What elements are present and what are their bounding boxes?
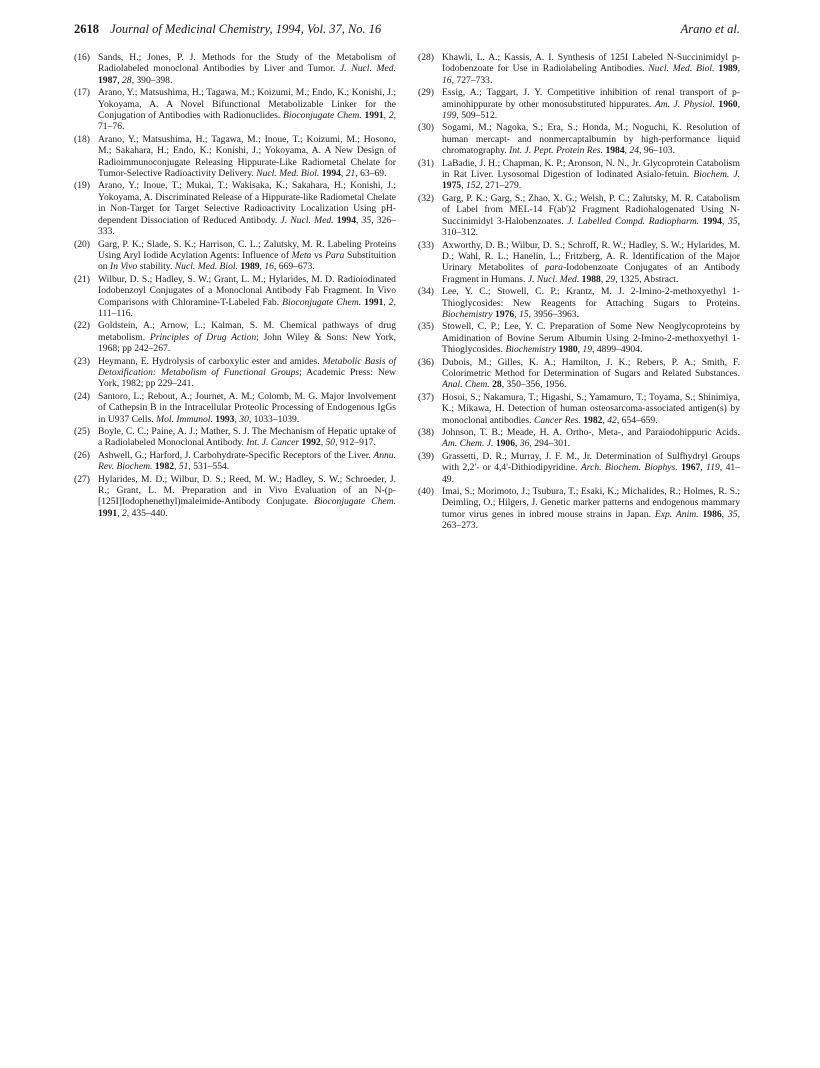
reference-number: (38) [418,427,434,438]
reference-pages: 390–398. [136,74,173,86]
reference-number: (24) [74,390,90,402]
reference-item [74,87,396,133]
reference-number: (26) [74,449,90,461]
reference-journal: Arch. Biochem. Biophys. [580,462,678,474]
reference-pages: 3956–3963. [533,308,579,320]
reference-year: 1986 [702,508,722,520]
reference-title: Resolution of human mercapt- and nonmercaptalbumin by high-performance liquid chromatography. [442,122,740,157]
reference-year: 1994 [702,215,722,227]
reference-authors: Essig, A.; Taggart, J. Y. [442,87,543,99]
reference-journal: Annu. Rev. Biochem. [98,449,396,473]
reference-volume: 36 [519,438,530,450]
reference-item [418,357,740,391]
reference-volume: 29 [605,273,616,285]
reference-book: Metabolic Basis of Detoxification: Metabolism of Functional Groups [98,355,396,378]
reference-title: Hydrolysis of carboxylic ester and amides. [152,355,320,367]
reference-title: Competitive inhibition of renal transport of p-aminohippurate by other monosubstituted hippurates. [442,87,740,110]
reference-number: (19) [74,180,90,192]
reference-item [418,87,740,121]
reference-number: (25) [74,426,90,437]
reference-number: (16) [74,52,90,63]
reference-authors: Axworthy, D. B.; Wilbur, D. S.; Schroff, R. W.; Hadley, S. W.; Hylarides, M. D.; Wahl, R. L.; Hanelin, L.; Fritzberg, A. R. [442,239,740,262]
reference-title-italic: Para [325,249,345,261]
reference-item [74,391,396,425]
reference-volume: 51 [178,461,189,473]
reference-text: Essig, A.; Taggart, J. Y. Competitive inhibition of renal transport of p-aminohippurate by other monosubstituted hippurates. Am. J. Physiol. 1960, 199, 509–512. [442,87,740,122]
reference-text: Hylarides, M. D.; Wilbur, D. S.; Reed, M. W.; Hadley, S. W.; Schroeder, J. R.; Grant, L. M. Preparation and in Vivo Evaluation of an N-(p-[125I]Iodophenethyl)maleimide-Antibody Conjugate. Bioconjugate Chem. 1991, 2, 435–440. [98,473,396,519]
reference-number: (34) [418,286,434,298]
reference-title: A New Design of Radioimmunoconjugate Releasing Hippurate-Like Radiometal Chelate for Tumor-Selective Radioactivity Delivery. [98,145,396,180]
reference-volume: 19 [582,344,593,356]
reference-pages: 96–103. [643,145,675,157]
reference-title: Preparation of Some New Neoglycoproteins by Amidination of Bovine Serum Albumin Using 2-Imino-2-methoxyethyl 1-Thioglycosides. [442,321,740,356]
reference-item [418,158,740,192]
reference-text: Axworthy, D. B.; Wilbur, D. S.; Schroff, R. W.; Hadley, S. W.; Hylarides, M. D.; Wahl, R. L.; Hanelin, L.; Fritzberg, A. R. Identification of the Major Urinary Metabolites of para-Iodobenzoate Conjugates of an Antibody Fragment in Humans. J. Nucl. Med. 1988, 29, 1325, Abstract. [442,239,741,285]
reference-book: Principles of Drug Action [149,331,257,343]
reference-title: Synthesis of 125I Labeled N-Succinimidyl p-Iodobenzoate for Use in Radiolabeling Antibodies. [442,52,740,75]
page-number: 2618 [74,22,99,36]
reference-text: Wilbur, D. S.; Hadley, S. W.; Grant, L. M.; Hylarides, M. D. Radioiodinated Iodobenzoyl Conjugates of a Monoclonal Antibody Fab Fragment. In Vivo Comparisons with Chloramine-T-Labeled Fab. Bioconjugate Chem. 1991, 2, 111–116. [98,273,396,319]
reference-year: 1991 [98,507,118,519]
reference-item [74,450,396,473]
reference-authors: Arano, Y.; Matsushima, H.; Tagawa, M.; Koizumi, M.; Endo, K.; Konishi, J.; Yokoyama, A. [98,87,396,110]
reference-pages: 669–673. [278,261,315,273]
reference-year: 1982 [154,461,175,473]
reference-item [74,180,396,237]
reference-authors: Imai, S.; Morimoto, J.; Tsubura, T.; Esaki, K.; Michalides, R.; Holmes, R. S.; Deimling, O.; Hilgers, J. [442,486,740,509]
reference-pages: 912–917. [339,437,376,449]
reference-text: Johnson, T. B.; Meade, H. A. Ortho-, Meta-, and Paraiodohippuric Acids. Am. Chem. J. 1906, 36, 294–301. [442,427,740,450]
reference-number: (21) [74,273,90,285]
reference-volume: 199 [442,110,457,122]
reference-title-italic: Meta [291,249,312,261]
reference-number: (28) [418,52,434,63]
reference-journal: Biochemistry [505,344,557,356]
reference-text: Garg, P. K.; Slade, S. K.; Harrison, C. L.; Zalutsky, M. R. Labeling Proteins Using Aryl Iodide Acylation Agents: Influence of Meta vs Para Substituition on In Vivo stability. Nucl. Med. Biol. 1989, 16, 669–673. [98,238,396,273]
reference-item [418,392,740,426]
reference-year: 1993 [215,413,235,425]
reference-volume: 35 [361,214,372,226]
reference-pages: 326–333. [98,214,397,238]
reference-year: 1984 [605,145,625,157]
reference-text: Hosoi, S.; Nakamura, T.; Higashi, S.; Yamamuro, T.; Toyama, S.; Shinimiya, K.; Mikawa, H. Detection of human osteosarcoma-associated antigen(s) by monoclonal antibodies. Cancer Res. 1982, 42, 654–659. [442,391,741,426]
reference-title: vs [313,249,323,261]
reference-journal: Biochem. J. [693,169,741,181]
reference-number: (20) [74,238,90,250]
reference-title: Genetic marker patterns and endogenous mammary tumor virus genes in inbred mouse strains in Japan. [442,497,740,520]
reference-item [74,52,396,86]
reference-number: (33) [418,239,434,251]
reference-volume: 119 [706,462,720,474]
reference-item [74,239,396,273]
reference-title: 2-Imino-2-methoxyethyl 1-Thioglycosides: New Reagents for Attaching Sugars to Proteins. [442,286,740,309]
reference-item [74,320,396,354]
reference-title: Identification of the Major Urinary Metabolites of [442,250,740,274]
reference-number: (32) [418,192,434,204]
reference-title: stability. [139,261,173,273]
reference-journal: Nucl. Med. Biol. [256,168,320,180]
reference-number: (31) [418,157,434,169]
reference-title: Detection of human osteosarcoma-associated antigen(s) by monoclonal antibodies. [442,403,741,426]
reference-authors: Johnson, T. B.; Meade, H. A. [442,427,562,438]
reference-title: Colorimetric Method for Determination of Sugars and Related Substances. [442,367,740,379]
reference-year: 1994 [336,214,356,226]
reference-publisher: ; Academic Press: New York, 1982; pp 229–241. [98,366,396,390]
reference-authors: Arano, Y.; Matsushima, H.; Tagawa, M.; Inoue, T.; Koizumi, M.; Hosono, M.; Sakahara, H.; Endo, K.; Konishi, J.; Yokoyama, A. [98,133,396,157]
reference-title: Radioiodinated Iodobenzoyl Conjugates of a Monoclonal Antibody Fab Fragment. In Vivo Comparisons with Chloramine-T-Labeled Fab. [98,273,396,308]
running-authors: Arano et al. [680,22,740,36]
reference-item [418,122,740,156]
reference-publisher: ; John Wiley & Sons: New York, 1968; pp 242–267. [98,331,396,355]
reference-text: Arano, Y.; Matsushima, H.; Tagawa, M.; Inoue, T.; Koizumi, M.; Hosono, M.; Sakahara, H.; Endo, K.; Konishi, J.; Yokoyama, A. A New Design of Radioimmunoconjugate Releasing Hippurate-Like Radiometal Chelate for Tumor-Selective Radioactivity Delivery. Nucl. Med. Biol. 1994, 21, 63–69. [98,133,396,180]
reference-text: Santoro, L.; Rebout, A.; Journet, A. M.; Colomb, M. G. Major Involvement of Cathepsin B in the Intracellular Proteolic Processing of Endogenous IgGs in U937 Cells. Mol. Immunol. 1993, 30, 1033–1039. [98,390,396,425]
reference-pages: 111–116. [98,307,133,319]
reference-authors: Santoro, L.; Rebout, A.; Journet, A. M.; Colomb, M. G. [98,390,318,402]
reference-title: -Iodobenzoate Conjugates of an Antibody Fragment in Humans. [442,262,741,285]
reference-journal: Bioconjugate Chem. [282,296,362,308]
reference-text: Garg, P. K.; Garg, S.; Zhao, X. G.; Welsh, P. C.; Zalutsky, M. R. Catabolism of Label from MEL-14 F(ab')2 Fragment Radiohalogenated Using N-Succinimidyl 3-Halobenzoates. J. Labelled Compd. Radiopharm. 1994, 35, 310–312. [442,192,740,239]
reference-pages: 4899–4904. [596,344,643,356]
reference-journal: Am. Chem. J. [442,438,494,450]
reference-title: Preparation and in Vivo Evaluation of an N-(p-[125I]Iodophenethyl)maleimide-Antibody Conjugate. [98,485,396,508]
reference-pages: 263–273. [442,520,478,532]
reference-pages: 1033–1039. [253,413,300,425]
reference-number: (35) [418,321,434,333]
reference-authors: Hosoi, S.; Nakamura, T.; Higashi, S.; Yamamuro, T.; Toyama, S.; Shinimiya, K.; Mikawa, H. [442,391,740,415]
reference-volume: 35 [727,508,738,520]
reference-year: 1906 [495,438,516,450]
reference-authors: Dubois, M.; Gilles, K. A.; Hamilton, J. K.; Rebers, P. A.; Smith, F. [442,356,740,368]
reference-title: Carbohydrate-Specific Receptors of the Liver. [193,449,371,461]
reference-year: 1991 [364,110,384,122]
reference-pages: 531–554. [193,461,230,473]
reference-pages: 63–69. [360,168,387,180]
reference-journal: J. Nucl. Med. [280,214,334,226]
reference-journal: Mol. Immunol. [156,413,213,425]
reference-number: (37) [418,391,434,403]
reference-journal: Biochemistry [442,308,493,320]
reference-text: Sogami, M.; Nagoka, S.; Era, S.; Honda, M.; Noguchi, K. Resolution of human mercapt- and nonmercaptalbumin by high-performance liquid chromatography. Int. J. Pept. Protein Res. 1984, 24, 96–103. [442,122,740,157]
reference-number: (30) [418,122,434,134]
reference-text: Arano, Y.; Matsushima, H.; Tagawa, M.; Koizumi, M.; Endo, K.; Konishi, J.; Yokoyama, A. A Novel Bifunctional Metabolizable Linker for the Conjugation of Antibodies with Radionuclides. Bioconjugate Chem. 1991, 2, 71–76. [98,87,397,133]
reference-volume: 24 [629,145,640,157]
reference-text: Khawli, L. A.; Kassis, A. I. Synthesis of 125I Labeled N-Succinimidyl p-Iodobenzoate for Use in Radiolabeling Antibodies. Nucl. Med. Biol. 1989, 16, 727–733. [442,52,740,86]
reference-year: 1975 [442,180,462,192]
reference-volume: 2 [121,507,127,519]
reference-text: Ashwell, G.; Harford, J. Carbohydrate-Specific Receptors of the Liver. Annu. Rev. Biochem. 1982, 51, 531–554. [98,449,396,473]
reference-volume: 2 [388,110,394,122]
reference-volume: 152 [465,180,481,192]
reference-authors: Ashwell, G.; Harford, J. [98,449,191,461]
reference-volume: 30 [239,413,249,425]
reference-text: Boyle, C. C.; Paine, A. J.; Mather, S. J. The Mechanism of Hepatic uptake of a Radiolabeled Monoclonal Antibody. Int. J. Cancer 1992, 50, 912–917. [98,426,397,449]
reference-pages: 654–659. [621,414,658,426]
reference-volume: 28 [121,74,132,86]
reference-journal: Nucl. Med. Biol. [174,261,238,273]
reference-title: Glycoprotein Catabolism in Rat Liver. Lysosomal Digestion of Iodinated Asialo-fetuin. [442,157,740,181]
reference-text: Sands, H.; Jones, P. J. Methods for the Study of the Metabolism of Radiolabeled monoclonal Antibodies by Liver and Tumor. J. Nucl. Med. 1987, 28, 390–398. [98,52,396,86]
reference-authors: Sands, H.; Jones, P. J. [98,52,196,63]
reference-text [98,320,396,354]
reference-pages: 71–76. [98,121,125,133]
reference-text: LaBadie, J. H.; Chapman, K. P.; Aronson, N. N., Jr. Glycoprotein Catabolism in Rat Liver. Lysosomal Digestion of Iodinated Asialo-fetuin. Biochem. J. 1975, 152, 271–279. [442,157,741,192]
reference-journal: Bioconjugate Chem. [283,110,362,122]
reference-title-italic: para [544,262,563,274]
reference-item [74,134,396,180]
reference-authors: Boyle, C. C.; Paine, A. J.; Mather, S. J. [98,426,250,437]
reference-title: Substituition on [98,249,396,273]
reference-item [418,193,740,239]
reference-item [418,321,740,355]
reference-volume: 16 [264,261,274,273]
reference-year: 1976 [495,308,515,320]
reference-item [418,486,740,532]
reference-text: Lee, Y. C.; Stowell, C. P.; Krantz, M. J. 2-Imino-2-methoxyethyl 1-Thioglycosides: New Reagents for Attaching Sugars to Proteins. Biochemistry 1976, 15, 3956–3963. [442,286,740,320]
reference-text: Imai, S.; Morimoto, J.; Tsubura, T.; Esaki, K.; Michalides, R.; Holmes, R. S.; Deimling, O.; Hilgers, J. Genetic marker patterns and endogenous mammary tumor virus genes in inbred mouse strains in Japan. Exp. Anim. 1986, 35, 263–273. [442,486,740,532]
reference-authors: Goldstein, A.; Arnow, L.; Kalman, S. M. [98,320,275,332]
reference-number: (40) [418,486,434,498]
reference-pages: 310–312. [442,227,478,239]
reference-journal: J. Nucl. Med. [339,63,396,75]
reference-title: Ortho-, Meta-, and Paraiodohippuric Acids. [566,427,740,438]
reference-item [418,286,740,320]
reference-authors: Stowell, C. P.; Lee, Y. C. [442,321,546,333]
reference-pages: , 350–356, 1956. [501,379,567,391]
reference-authors: Garg, P. K.; Slade, S. K.; Harrison, C. L.; Zalutsky, M. R. [98,238,325,250]
reference-title: Catabolism of Label from MEL-14 F(ab')2 Fragment Radiohalogenated Using N-Succinimidyl 3-Halobenzoates. [442,192,740,227]
reference-journal: J. Labelled Compd. Radiopharm. [567,215,700,227]
reference-journal: J. Nucl. Med. [527,273,580,285]
reference-authors: Wilbur, D. S.; Hadley, S. W.; Grant, L. M.; Hylarides, M. D. [98,273,335,285]
reference-year: 1988 [581,273,601,285]
reference-pages: 509–512. [461,110,498,122]
reference-item [74,274,396,320]
reference-authors: LaBadie, J. H.; Chapman, K. P.; Aronson, N. N., Jr. [442,157,641,169]
reference-volume: 16 [442,74,452,86]
reference-title: Labeling Proteins Using Aryl Iodide Acylation Agents: Influence of [98,238,396,261]
reference-year: 1987 [98,74,118,86]
reference-title: Discriminated Release of a Hippurate-like Radiometal Chelate in Non-Target for Target Selective Radioactivity Localization Using pH-dependent Dissociation of Reduced Antibody. [98,191,396,226]
reference-number: (18) [74,133,90,145]
reference-volume: 21 [345,168,356,180]
references-left-column [74,52,396,520]
reference-year: 1991 [364,296,384,308]
reference-journal: Exp. Anim. [654,508,699,520]
reference-item [74,474,396,520]
reference-volume: 2 [388,296,394,308]
reference-pages: 271–279. [485,180,522,192]
reference-journal: Int. J. Cancer [246,437,300,449]
reference-volume: 35 [727,215,738,227]
reference-title: Chemical pathways of drug metabolism. [98,320,397,343]
reference-item [74,356,396,390]
reference-title: Methods for the Study of the Metabolism of Radiolabeled monoclonal Antibodies by Liver and Tumor. [98,52,396,75]
reference-journal: Am. J. Physiol. [654,98,715,110]
reference-number: (23) [74,355,90,367]
reference-volume: 42 [607,414,617,426]
reference-journal: Cancer Res. [533,414,581,426]
page-header [74,22,740,40]
reference-journal: Bioconjugate Chem. [314,496,396,508]
reference-pages: 727–733. [456,74,493,86]
reference-number: (27) [74,473,90,485]
reference-title: A Novel Bifunctional Metabolizable Linker for the Conjugation of Antibodies with Radionuclides. [98,98,396,122]
reference-authors: Arano, Y.; Inoue, T.; Mukai, T.; Wakisaka, K.; Sakahara, H.; Konishi, J.; Yokoyama, A. [98,180,396,203]
reference-year: 1994 [321,168,341,180]
reference-authors: Khawli, L. A.; Kassis, A. I. [442,52,554,63]
reference-year: 1960 [718,98,738,110]
reference-year: 1992 [301,437,321,449]
reference-authors: Grassetti, D. R.; Murray, J. F. M., Jr. [442,450,592,462]
reference-year: 1989 [718,63,738,75]
reference-item [418,427,740,450]
reference-pages: 41–49. [442,462,740,485]
reference-volume: 50 [325,437,336,449]
reference-item [418,240,740,286]
reference-authors: Lee, Y. C.; Stowell, C. P.; Krantz, M. J. [442,286,625,298]
reference-authors: Hylarides, M. D.; Wilbur, D. S.; Reed, M. W.; Hadley, S. W.; Schroeder, J. R.; Grant, L. M. [98,473,396,497]
reference-text: Arano, Y.; Inoue, T.; Mukai, T.; Wakisaka, K.; Sakahara, H.; Konishi, J.; Yokoyama, A. Discriminated Release of a Hippurate-like Radiometal Chelate in Non-Target for Target Selective Radioactivity Localization Using pH-dependent Dissociation of Reduced Antibody. J. Nucl. Med. 1994, 35, 326–333. [98,180,397,238]
reference-year: 28 [492,379,502,391]
reference-year: 1980 [558,344,578,356]
reference-number: (22) [74,320,90,332]
reference-title: Determination of Sulfhydryl Groups with 2,2'- or 4,4'-Dithiodipyridine. [442,450,740,474]
reference-number: (17) [74,87,90,99]
reference-text: Grassetti, D. R.; Murray, J. F. M., Jr. Determination of Sulfhydryl Groups with 2,2'- or 4,4'-Dithiodipyridine. Arch. Biochem. Biophys. 1967, 119, 41–49. [442,450,740,485]
reference-title: The Mechanism of Hepatic uptake of a Radiolabeled Monoclonal Antibody. [98,426,397,449]
reference-pages: 294–301. [534,438,571,450]
reference-number: (39) [418,450,434,462]
reference-item [418,451,740,485]
reference-item [418,52,740,86]
reference-text [98,356,396,390]
journal-running-title: Journal of Medicinal Chemistry, 1994, Vol. 37, No. 16 [110,22,382,36]
reference-title-italic: In Vivo [110,261,138,273]
reference-year: 1982 [583,414,603,426]
reference-pages: 1325, Abstract. [620,273,679,285]
reference-journal: Nucl. Med. Biol. [648,63,715,75]
reference-journal: Int. J. Pept. Protein Res. [509,145,604,157]
reference-year: 1967 [681,462,701,474]
reference-authors: Garg, P. K.; Garg, S.; Zhao, X. G.; Welsh, P. C.; Zalutsky, M. R. [442,192,694,204]
reference-number: (36) [418,356,434,368]
reference-journal: Anal. Chem. [442,379,490,391]
reference-volume: 15 [519,308,529,320]
reference-item [74,426,396,449]
reference-authors: Sogami, M.; Nagoka, S.; Era, S.; Honda, M.; Noguchi, K. [442,122,682,134]
reference-authors: Heymann, E. [98,355,150,367]
reference-text: Stowell, C. P.; Lee, Y. C. Preparation of Some New Neoglycoproteins by Amidination of Bovine Serum Albumin Using 2-Imino-2-methoxyethyl 1-Thioglycosides. Biochemistry 1980, 19, 4899–4904. [442,321,740,356]
reference-number: (29) [418,87,434,99]
reference-text [442,357,740,391]
reference-title: Major Involvement of Cathepsin B in the Intracellular Proteolic Processing of Endogenous IgGs in U937 Cells. [98,390,396,425]
reference-year: 1989 [240,261,260,273]
reference-pages: 435–440. [131,507,168,519]
references-right-column [418,52,740,533]
